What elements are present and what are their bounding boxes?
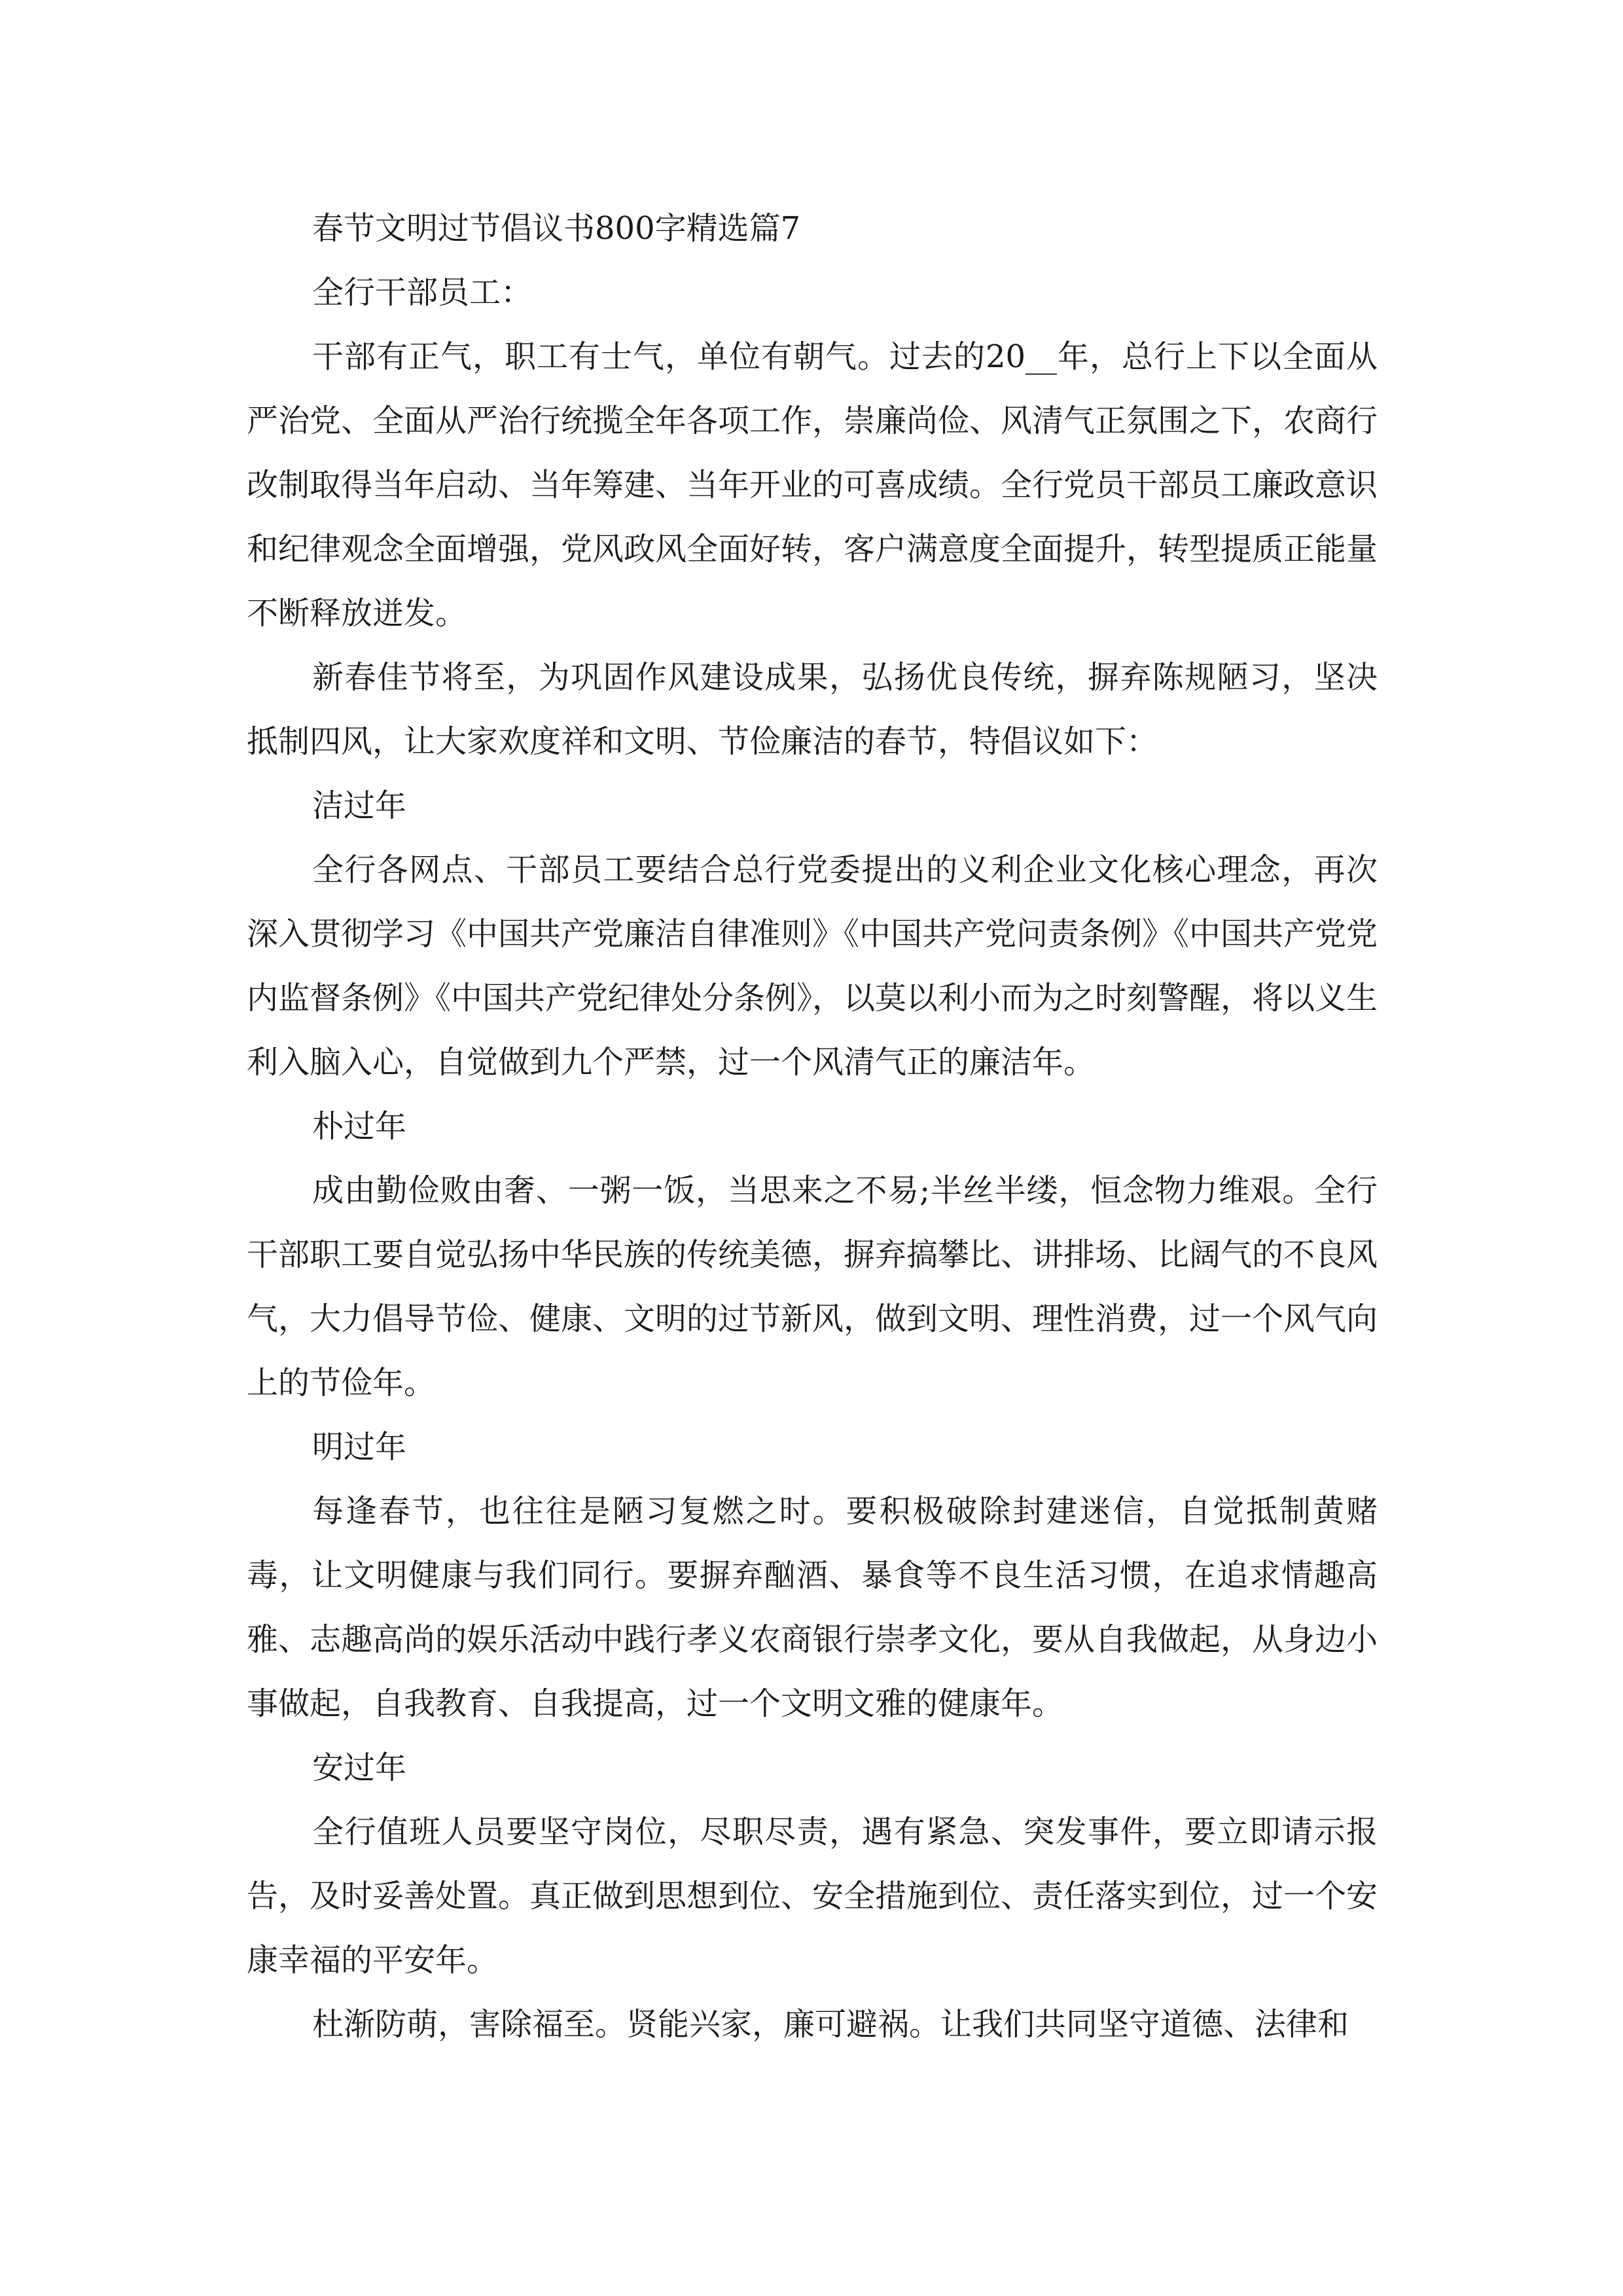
- document-body: [247, 196, 1378, 2056]
- salutation: 全行干部员工：: [312, 274, 533, 311]
- paragraph-clean-new-year: 全行各网点、干部员工要结合总行党委提出的义利企业文化核心理念，再次深入贯彻学习《中国共产党廉洁自律准则》《中国共产党问责条例》《中国共产党党内监督条例》《中国共产党纪律处分条例》，以莫以利小而为之时刻警醒，将以义生利入脑入心，自觉做到九个严禁，过一个风清气正的廉洁年。: [247, 852, 1378, 1081]
- heading-safe-new-year: 安过年: [312, 1749, 407, 1786]
- paragraph-simple-new-year: 成由勤俭败由奢、一粥一饭，当思来之不易;半丝半缕，恒念物力维艰。全行干部职工要自觉弘扬中华民族的传统美德，摒弃搞攀比、讲排场、比阔气的不良风气，大力倡导节俭、健康、文明的过节新风，做到文明、理性消费，过一个风气向上的节俭年。: [247, 1172, 1378, 1401]
- paragraph-intro: 干部有正气，职工有士气，单位有朝气。过去的20__年，总行上下以全面从严治党、全面从严治行统揽全年各项工作，崇廉尚俭、风清气正氛围之下，农商行改制取得当年启动、当年筹建、当年开业的可喜成绩。全行党员干部员工廉政意识和纪律观念全面增强，党风政风全面好转，客户满意度全面提升，转型提质正能量不断释放迸发。: [247, 338, 1378, 632]
- paragraph-proposal: 新春佳节将至，为巩固作风建设成果，弘扬优良传统，摒弃陈规陋习，坚决抵制四风，让大家欢度祥和文明、节俭廉洁的春节，特倡议如下：: [247, 659, 1378, 760]
- paragraph-safe-new-year: 全行值班人员要坚守岗位，尽职尽责，遇有紧急、突发事件，要立即请示报告，及时妥善处置。真正做到思想到位、安全措施到位、责任落实到位，过一个安康幸福的平安年。: [247, 1814, 1378, 1979]
- heading-civilized-new-year: 明过年: [312, 1429, 407, 1465]
- heading-simple-new-year: 朴过年: [312, 1108, 407, 1145]
- heading-clean-new-year: 洁过年: [312, 787, 407, 824]
- paragraph-civilized-new-year: 每逢春节，也往往是陋习复燃之时。要积极破除封建迷信，自觉抵制黄赌毒，让文明健康与我们同行。要摒弃酗酒、暴食等不良生活习惯，在追求情趣高雅、志趣高尚的娱乐活动中践行孝义农商银行崇孝文化，要从自我做起，从身边小事做起，自我教育、自我提高，过一个文明文雅的健康年。: [247, 1493, 1378, 1722]
- document-title: 春节文明过节倡议书800字精选篇7: [312, 210, 801, 247]
- paragraph-closing: 杜渐防萌，害除福至。贤能兴家，廉可避祸。让我们共同坚守道德、法律和: [312, 2006, 1349, 2043]
